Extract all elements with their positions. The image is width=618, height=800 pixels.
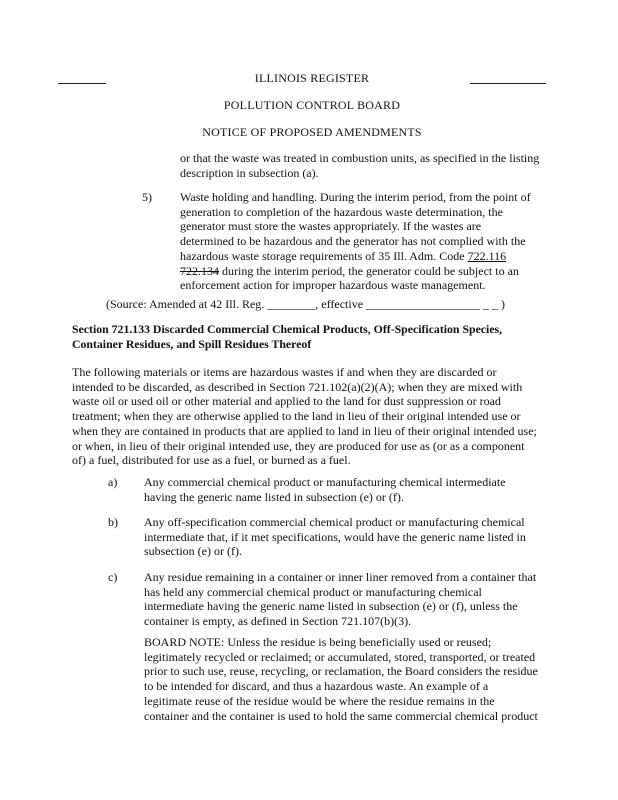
continuation-text: or that the waste was treated in combustion units, as specified in the listing description in subsection (a). [180,151,540,180]
item-a-label: a) [108,475,118,489]
item-b-label: b) [108,515,118,529]
section-heading: Section 721.133 Discarded Commercial Chemical Products, Off-Specification Species, Container Residues, and Spill Residues Thereof [72,322,503,351]
source-note: (Source: Amended at 42 Ill. Reg. ________, effective ___________________ _ _ ) [106,297,506,311]
header-rule-left [58,83,106,84]
item-a-text: Any commercial chemical product or manufacturing chemical intermediate having the generic name listed in subsection (e) or (f). [144,475,506,504]
section-intro: The following materials or items are hazardous wastes if and when they are discarded or intended to be discarded, as described in Section 721.102(a)(2)(A); when they are mixed with waste oil or used oil or other material and applied to the land for dust suppression or road treatment; when they are otherwise applied to the land in lieu of their original intended use or when they are contained in products that are applied to land in lieu of their original intended use; or when, in lieu of their original intended use, they are produced for use as (or as a component of) a fuel, distributed for use as a fuel, or burned as a fuel. [72,365,537,468]
deleted-citation: 722.134 [180,263,219,278]
added-citation: 722.116 [467,248,507,263]
register-title: ILLINOIS REGISTER [254,71,370,85]
agency-title: POLLUTION CONTROL BOARD [223,98,401,112]
item-5-line-6: 722.134 during the interim period, the generator could be subject to an [180,263,519,278]
item-5-text: Waste holding and handling. During the interim period, from the point of generation to completion of the hazardous waste determination, the generator must store the wastes appropriately. If the wastes are determined to be hazardous and the generator has not complied with the hazardous waste storage requirements of 35 Ill. Adm. Code 722.116 722.134 during the interim period, the generator could be subject to an enforcement action for improper hazardous waste management. [180,190,531,293]
board-note: BOARD NOTE: Unless the residue is being beneficially used or reused; legitimately recycled or reclaimed; or accumulated, stored, transported, or treated prior to such use, reuse, recycling, or reclamation, the Board considers the residue to be intended for discard, and thus a hazardous waste. An example of a legitimate reuse of the residue would be where the residue remains in the container and the container is used to hold the same commercial chemical product [144,635,538,723]
item-5-line-5: hazardous waste storage requirements of 35 Ill. Adm. Code 722.116 [180,248,507,263]
item-c-label: c) [108,570,118,584]
item-5-number: 5) [142,190,152,204]
item-b-text: Any off-specification commercial chemical product or manufacturing chemical intermediate that, if it met specifications, would have the generic name listed in subsection (e) or (f). [144,515,526,559]
item-c-text: Any residue remaining in a container or inner liner removed from a container that has held any commercial chemical product or manufacturing chemical intermediate having the generic name listed in subsection (e) or (f), unless the container is empty, as defined in Section 721.107(b)(3). [144,570,537,629]
notice-title: NOTICE OF PROPOSED AMENDMENTS [202,125,422,139]
